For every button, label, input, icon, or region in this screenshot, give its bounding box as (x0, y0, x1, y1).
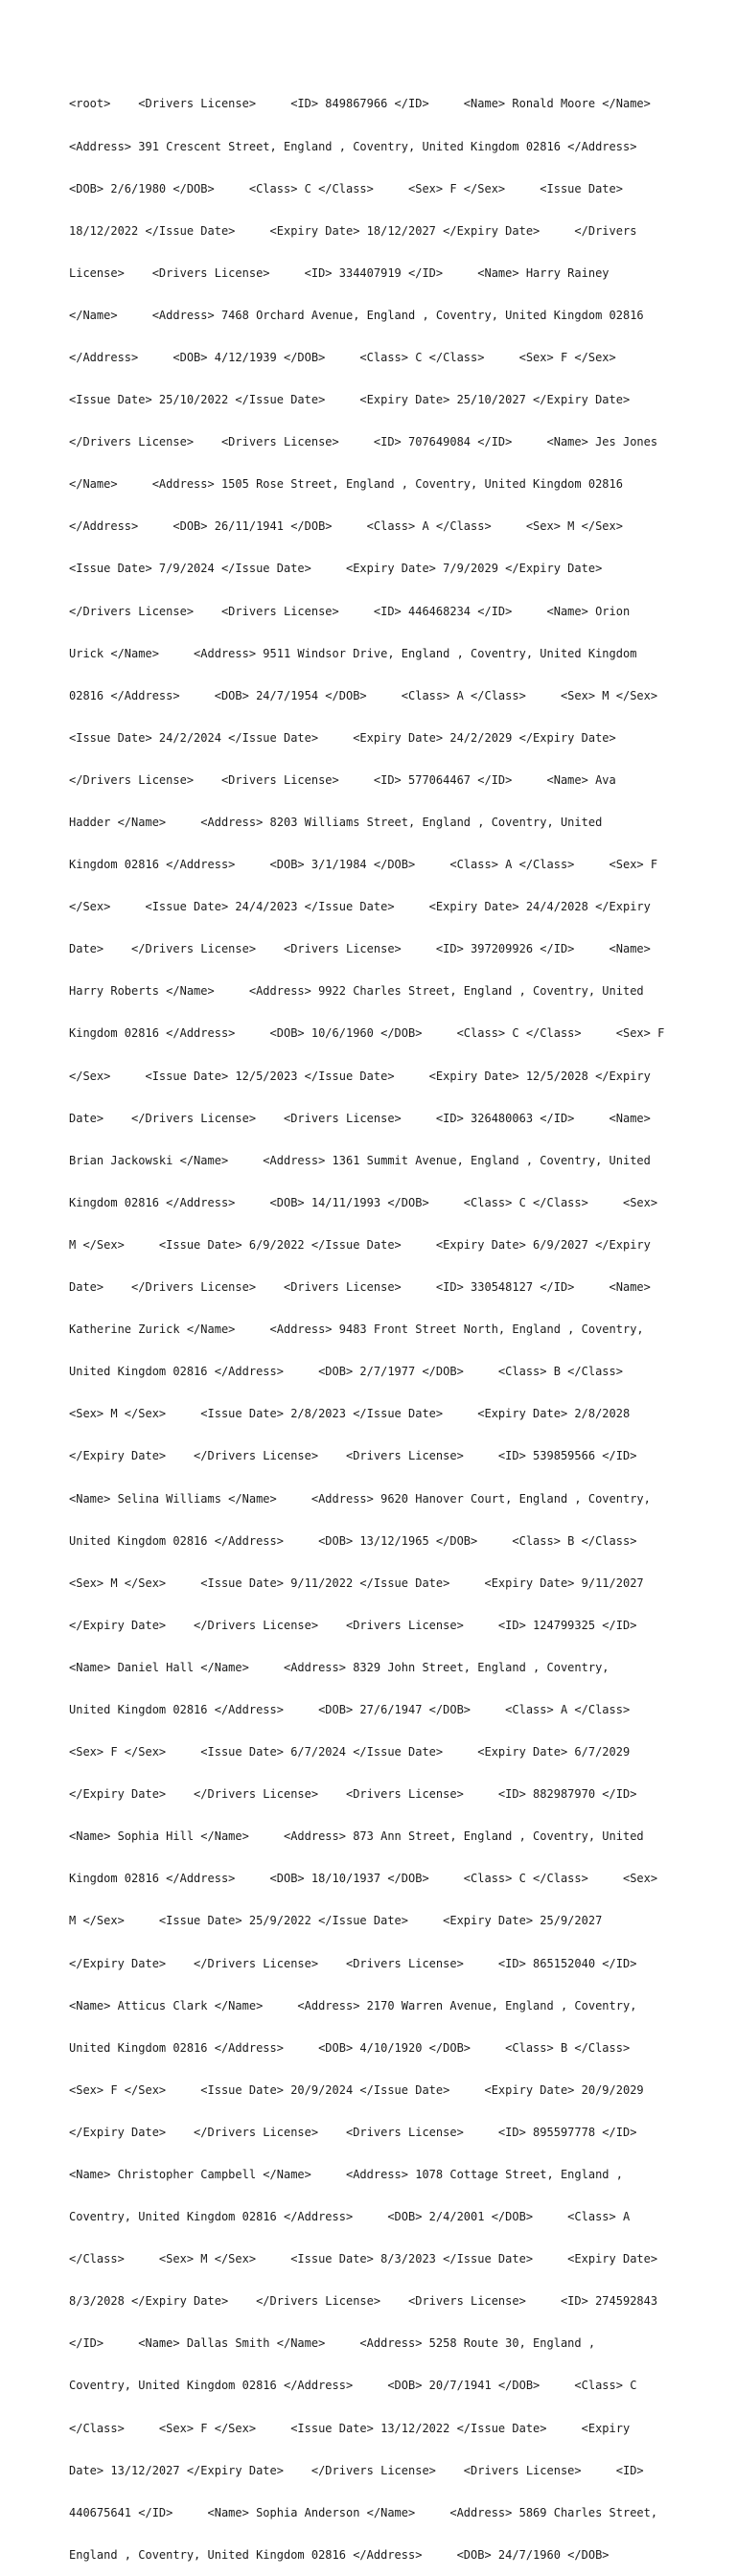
text-line: </Sex> <Issue Date> 12/5/2023 </Issue Date> <Expiry Date> 12/5/2028 </Expiry (69, 1069, 651, 1083)
text-line: Date> </Drivers License> <Drivers License> <ID> 326480063 </ID> <Name> (69, 1111, 651, 1125)
text-line: M </Sex> <Issue Date> 25/9/2022 </Issue Date> <Expiry Date> 25/9/2027 (69, 1914, 603, 1928)
text-line: United Kingdom 02816 </Address> <DOB> 27/6/1947 </DOB> <Class> A </Class> (69, 1702, 631, 1716)
text-line: <Sex> M </Sex> <Issue Date> 9/11/2022 </Issue Date> <Expiry Date> 9/11/2027 (69, 1576, 644, 1590)
text-line: Katherine Zurick </Name> <Address> 9483 Front Street North, England , Coventry, (69, 1322, 644, 1337)
text-line: </Expiry Date> </Drivers License> <Drivers License> <ID> 865152040 </ID> (69, 1956, 637, 1970)
text-line: </Class> <Sex> M </Sex> <Issue Date> 8/3/2023 </Issue Date> <Expiry Date> (69, 2252, 658, 2266)
text-line: England , Coventry, United Kingdom 02816 </Address> <DOB> 24/7/1960 </DOB> (69, 2547, 610, 2562)
text-line: <Sex> F </Sex> <Issue Date> 6/7/2024 </Issue Date> <Expiry Date> 6/7/2029 (69, 1745, 631, 1760)
text-line: </ID> <Name> Dallas Smith </Name> <Address> 5258 Route 30, England , (69, 2336, 596, 2351)
text-line: </Drivers License> <Drivers License> <ID> 707649084 </ID> <Name> Jes Jones (69, 435, 658, 449)
text-line: <root> <Drivers License> <ID> 849867966 </ID> <Name> Ronald Moore </Name> (69, 97, 651, 111)
text-line: United Kingdom 02816 </Address> <DOB> 2/7/1977 </DOB> <Class> B </Class> (69, 1365, 623, 1379)
text-line: United Kingdom 02816 </Address> <DOB> 4/10/1920 </DOB> <Class> B </Class> (69, 2040, 631, 2055)
text-line: Kingdom 02816 </Address> <DOB> 14/11/1993 </DOB> <Class> C </Class> <Sex> (69, 1195, 658, 1209)
text-line: Kingdom 02816 </Address> <DOB> 18/10/1937 </DOB> <Class> C </Class> <Sex> (69, 1872, 658, 1886)
text-line: <Sex> M </Sex> <Issue Date> 2/8/2023 </Issue Date> <Expiry Date> 2/8/2028 (69, 1407, 631, 1421)
text-line: License> <Drivers License> <ID> 334407919 </ID> <Name> Harry Rainey (69, 265, 610, 280)
text-line: 440675641 </ID> <Name> Sophia Anderson </Name> <Address> 5869 Charles Street, (69, 2505, 658, 2519)
text-line: Harry Roberts </Name> <Address> 9922 Charles Street, England , Coventry, United (69, 984, 644, 999)
text-line: <Name> Selina Williams </Name> <Address> 9620 Hanover Court, England , Coventry, (69, 1491, 651, 1506)
text-line: Kingdom 02816 </Address> <DOB> 10/6/1960 </DOB> <Class> C </Class> <Sex> F (69, 1026, 665, 1041)
text-line: </Drivers License> <Drivers License> <ID> 577064467 </ID> <Name> Ava (69, 772, 616, 787)
text-line: Urick </Name> <Address> 9511 Windsor Drive, England , Coventry, United Kingdom (69, 646, 637, 660)
text-line: <Issue Date> 7/9/2024 </Issue Date> <Expiry Date> 7/9/2029 </Expiry Date> (69, 562, 603, 576)
text-line: <Address> 391 Crescent Street, England , Coventry, United Kingdom 02816 </Address> (69, 139, 637, 153)
text-line: <DOB> 2/6/1980 </DOB> <Class> C </Class> <Sex> F </Sex> <Issue Date> (69, 181, 623, 196)
text-line: Date> </Drivers License> <Drivers License> <ID> 330548127 </ID> <Name> (69, 1280, 651, 1295)
document-text (69, 69, 673, 2576)
text-line: <Name> Sophia Hill </Name> <Address> 873 Ann Street, England , Coventry, United (69, 1829, 644, 1844)
text-line: </Address> <DOB> 26/11/1941 </DOB> <Class> A </Class> <Sex> M </Sex> (69, 519, 623, 534)
text-line: Date> </Drivers License> <Drivers License> <ID> 397209926 </ID> <Name> (69, 942, 651, 956)
text-line: </Sex> <Issue Date> 24/4/2023 </Issue Date> <Expiry Date> 24/4/2028 </Expiry (69, 900, 651, 914)
text-line: Coventry, United Kingdom 02816 </Address> <DOB> 2/4/2001 </DOB> <Class> A (69, 2210, 631, 2224)
text-line: United Kingdom 02816 </Address> <DOB> 13/12/1965 </DOB> <Class> B </Class> (69, 1533, 637, 1548)
text-line: Coventry, United Kingdom 02816 </Address> <DOB> 20/7/1941 </DOB> <Class> C (69, 2379, 637, 2393)
text-line: </Name> <Address> 7468 Orchard Avenue, England , Coventry, United Kingdom 02816 (69, 308, 644, 322)
text-line: </Expiry Date> </Drivers License> <Drivers License> <ID> 882987970 </ID> (69, 1787, 637, 1802)
text-line: </Expiry Date> </Drivers License> <Drivers License> <ID> 124799325 </ID> (69, 1618, 637, 1632)
text-line: <Sex> F </Sex> <Issue Date> 20/9/2024 </Issue Date> <Expiry Date> 20/9/2029 (69, 2082, 644, 2097)
text-line: <Name> Atticus Clark </Name> <Address> 2170 Warren Avenue, England , Coventry, (69, 1998, 637, 2012)
text-line: Date> 13/12/2027 </Expiry Date> </Drivers License> <Drivers License> <ID> (69, 2463, 644, 2477)
text-line: <Name> Christopher Campbell </Name> <Address> 1078 Cottage Street, England , (69, 2168, 623, 2181)
text-line: </Address> <DOB> 4/12/1939 </DOB> <Class> C </Class> <Sex> F </Sex> (69, 350, 616, 364)
text-line: Brian Jackowski </Name> <Address> 1361 Summit Avenue, England , Coventry, United (69, 1153, 651, 1167)
text-line: Hadder </Name> <Address> 8203 Williams Street, England , Coventry, United (69, 816, 603, 829)
text-line: </Class> <Sex> F </Sex> <Issue Date> 13/12/2022 </Issue Date> <Expiry (69, 2421, 631, 2435)
text-line: </Name> <Address> 1505 Rose Street, England , Coventry, United Kingdom 02816 (69, 477, 623, 492)
text-line: 02816 </Address> <DOB> 24/7/1954 </DOB> <Class> A </Class> <Sex> M </Sex> (69, 688, 658, 702)
text-line: <Issue Date> 25/10/2022 </Issue Date> <Expiry Date> 25/10/2027 </Expiry Date> (69, 393, 631, 407)
text-line: M </Sex> <Issue Date> 6/9/2022 </Issue Date> <Expiry Date> 6/9/2027 </Expiry (69, 1237, 651, 1252)
text-line: <Name> Daniel Hall </Name> <Address> 8329 John Street, England , Coventry, (69, 1660, 610, 1674)
text-line: </Drivers License> <Drivers License> <ID> 446468234 </ID> <Name> Orion (69, 604, 631, 618)
text-line: </Expiry Date> </Drivers License> <Drivers License> <ID> 895597778 </ID> (69, 2125, 637, 2139)
text-line: <Issue Date> 24/2/2024 </Issue Date> <Expiry Date> 24/2/2029 </Expiry Date> (69, 730, 616, 745)
text-line: Kingdom 02816 </Address> <DOB> 3/1/1984 </DOB> <Class> A </Class> <Sex> F (69, 858, 658, 872)
text-line: 8/3/2028 </Expiry Date> </Drivers License> <Drivers License> <ID> 274592843 (69, 2294, 658, 2309)
text-line: </Expiry Date> </Drivers License> <Drivers License> <ID> 539859566 </ID> (69, 1449, 637, 1463)
text-line: 18/12/2022 </Issue Date> <Expiry Date> 18/12/2027 </Expiry Date> </Drivers (69, 223, 637, 238)
